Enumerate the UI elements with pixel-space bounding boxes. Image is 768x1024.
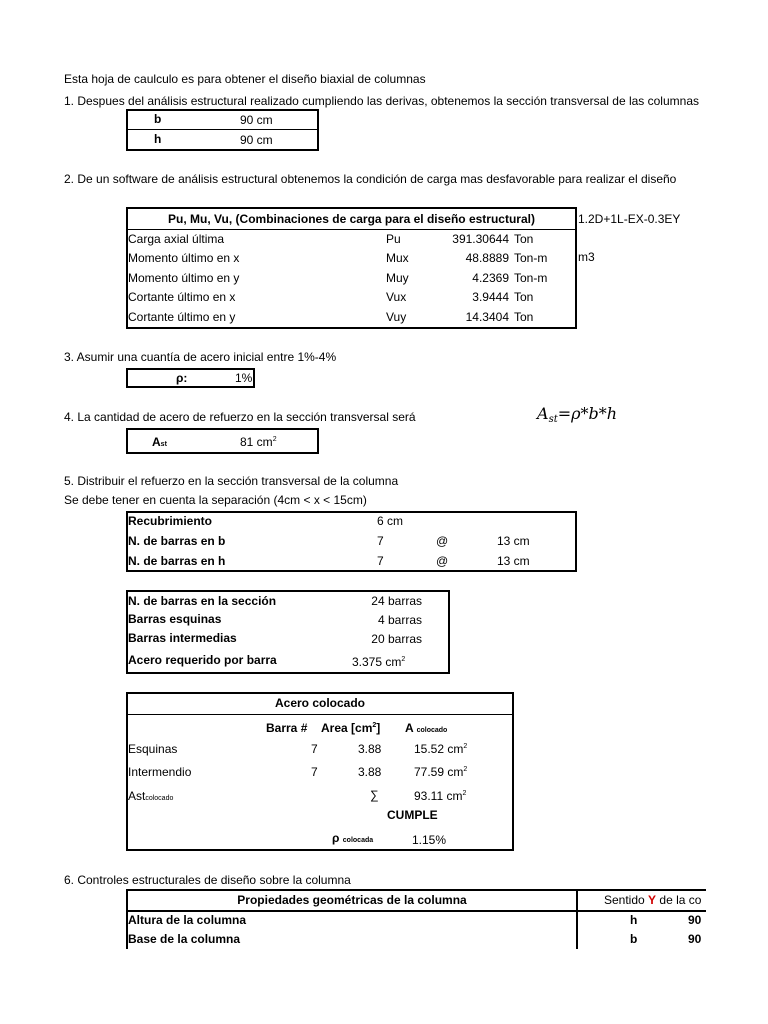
section-h-value: 90 cm xyxy=(240,133,273,147)
formula-lhs-sub: st xyxy=(548,414,558,425)
loads-row-label: Carga axial última xyxy=(128,232,225,246)
bars-row-label: Barras intermedias xyxy=(128,631,237,645)
section-b-label: b xyxy=(154,112,162,126)
steel-row-label: Intermendio xyxy=(128,765,192,779)
loads-row-value: 3.9444 xyxy=(472,290,509,304)
section-divider xyxy=(127,129,318,130)
geometry-row-label: Altura de la columna xyxy=(128,913,247,927)
loads-row-sym: Vuy xyxy=(386,310,407,324)
geometry-row-sym: b xyxy=(630,932,638,946)
ast-label-sub: st xyxy=(160,441,167,448)
steel-col-bar: Barra # xyxy=(266,721,308,735)
steel-ast-label xyxy=(128,789,173,803)
bars-row-value: 4 barras xyxy=(377,613,422,627)
steel-rho-label-main: ρ xyxy=(332,831,340,845)
loads-row-unit: Ton xyxy=(514,232,534,246)
geometry-mid-border xyxy=(576,889,578,949)
geometry-right-header-y: Y xyxy=(648,893,657,907)
steel-ast-label-main: Ast xyxy=(128,789,146,803)
dist-row-n: 6 cm xyxy=(377,514,404,528)
rho-value: 1% xyxy=(235,371,253,385)
dist-row-sep: 13 cm xyxy=(497,534,530,548)
dist-row-label: Recubrimiento xyxy=(128,514,213,528)
loads-row-label: Cortante último en y xyxy=(128,310,236,324)
step1-text: 1. Despues del análisis estructural realizado cumpliendo las derivas, obtenemos la sección transversal de las columnas xyxy=(64,94,699,108)
section-h-label: h xyxy=(154,132,162,146)
steel-col-area xyxy=(321,721,380,735)
loads-row-label: Cortante último en x xyxy=(128,290,236,304)
step2-text: 2. De un software de análisis estructural obtenemos la condición de carga mas desfavorable para realizar el diseño xyxy=(64,172,677,186)
loads-row-sym: Mux xyxy=(386,251,409,265)
geometry-right-header-a: Sentido xyxy=(604,893,649,907)
loads-row-label: Momento último en y xyxy=(128,271,240,285)
steel-sum-symbol: ∑ xyxy=(370,788,379,802)
steel-sum-value-sup: 2 xyxy=(462,790,467,797)
loads-header: Pu, Mu, Vu, (Combinaciones de carga para el diseño estructural) xyxy=(168,212,535,226)
ast-value-sup: 2 xyxy=(272,436,277,443)
steel-row-acol-main: 77.59 cm xyxy=(414,765,464,779)
loads-row-value: 14.3404 xyxy=(465,310,509,324)
bars-row-value: 20 barras xyxy=(371,632,422,646)
loads-row-sym: Vux xyxy=(386,290,407,304)
steel-row-acol xyxy=(414,742,467,756)
steel-row-area: 3.88 xyxy=(358,742,382,756)
loads-header-divider xyxy=(127,229,576,230)
dist-row-label: N. de barras en h xyxy=(128,554,226,568)
steel-sum-value-main: 93.11 cm xyxy=(414,789,463,803)
bars-req-value-main: 3.375 cm xyxy=(352,655,402,669)
steel-title: Acero colocado xyxy=(274,696,366,710)
steel-ast-label-sub: colocado xyxy=(145,795,174,802)
steel-col-acol-sub: colocado xyxy=(416,727,448,734)
bars-row-value: 24 barras xyxy=(371,594,422,608)
loads-row-sym: Pu xyxy=(386,232,401,246)
loads-row-sym: Muy xyxy=(386,271,409,285)
ast-value xyxy=(240,435,277,449)
step3-text: 3. Asumir una cuantía de acero inicial entre 1%-4% xyxy=(64,350,337,364)
dist-row-n: 7 xyxy=(377,554,384,568)
steel-col-acol-main: A xyxy=(405,721,414,735)
loads-row-label: Momento último en x xyxy=(128,251,240,265)
geometry-row-value: 90 xyxy=(688,932,702,946)
steel-row-acol-main: 15.52 cm xyxy=(414,742,464,756)
bars-row-label: Barras esquinas xyxy=(128,612,222,626)
loads-row-unit: Ton-m xyxy=(514,271,548,285)
steel-row-bar: 7 xyxy=(311,765,318,779)
steel-row-label: Esquinas xyxy=(128,742,178,756)
loads-side-note: m3 xyxy=(578,250,595,264)
intro-text: Esta hoja de caulculo es para obtener el diseño biaxial de columnas xyxy=(64,72,426,86)
loads-row-unit: Ton-m xyxy=(514,251,548,265)
steel-col-area-main: Area [cm xyxy=(321,721,373,735)
bars-req-label: Acero requerido por barra xyxy=(128,653,277,667)
loads-row-unit: Ton xyxy=(514,310,534,324)
geometry-right-header xyxy=(604,893,701,907)
geometry-row-value: 90 xyxy=(688,913,702,927)
steel-row-acol-sup: 2 xyxy=(463,743,468,750)
step4-text: 4. La cantidad de acero de refuerzo en la sección transversal será xyxy=(64,410,416,424)
bars-req-value xyxy=(352,655,405,669)
rho-label: ρ: xyxy=(176,371,188,385)
ast-formula xyxy=(537,404,617,425)
loads-row-unit: Ton xyxy=(514,290,534,304)
geometry-header: Propiedades geométricas de la columna xyxy=(237,893,467,907)
geometry-right-header-b: de la co xyxy=(656,893,702,907)
loads-row-value: 391.30644 xyxy=(452,232,509,246)
dist-row-at: @ xyxy=(436,534,449,548)
step6-text: 6. Controles estructurales de diseño sobre la columna xyxy=(64,873,351,887)
ast-label-main: A xyxy=(152,435,161,449)
section-b-value: 90 cm xyxy=(240,113,273,127)
dist-row-sep: 13 cm xyxy=(497,554,530,568)
formula-lhs: A xyxy=(537,404,549,423)
steel-rho-value: 1.15% xyxy=(412,833,447,847)
steel-col-area-end: ] xyxy=(376,721,381,735)
dist-row-label: N. de barras en b xyxy=(128,534,226,548)
steel-row-area: 3.88 xyxy=(358,765,382,779)
steel-col-acol xyxy=(405,721,447,735)
geometry-header-divider xyxy=(126,910,706,912)
loads-row-value: 4.2369 xyxy=(472,271,509,285)
steel-rho-label xyxy=(332,831,373,845)
dist-row-at: @ xyxy=(436,554,449,568)
formula-rhs: =ρ*b*h xyxy=(557,404,618,423)
steel-check-status: CUMPLE xyxy=(387,808,438,822)
ast-label xyxy=(152,435,167,449)
bars-row-label: N. de barras en la sección xyxy=(128,594,277,608)
steel-row-bar: 7 xyxy=(311,742,318,756)
steel-title-divider xyxy=(127,714,513,715)
ast-value-main: 81 cm xyxy=(240,435,273,449)
geometry-row-label: Base de la columna xyxy=(128,932,241,946)
loads-row-value: 48.8889 xyxy=(465,251,509,265)
steel-sum-value xyxy=(414,789,466,803)
dist-row-n: 7 xyxy=(377,534,384,548)
steel-col-area-sup: 2 xyxy=(372,722,377,729)
geometry-row-sym: h xyxy=(630,913,638,927)
loads-combo: 1.2D+1L-EX-0.3EY xyxy=(578,212,681,226)
bars-req-value-sup: 2 xyxy=(401,656,406,663)
steel-row-acol xyxy=(414,765,467,779)
step5b-text: Se debe tener en cuenta la separación (4cm < x < 15cm) xyxy=(64,493,367,507)
step5-text: 5. Distribuir el refuerzo en la sección transversal de la columna xyxy=(64,474,399,488)
steel-rho-label-sub: colocada xyxy=(342,837,374,844)
geometry-top-border xyxy=(126,889,706,891)
steel-row-acol-sup: 2 xyxy=(463,766,468,773)
